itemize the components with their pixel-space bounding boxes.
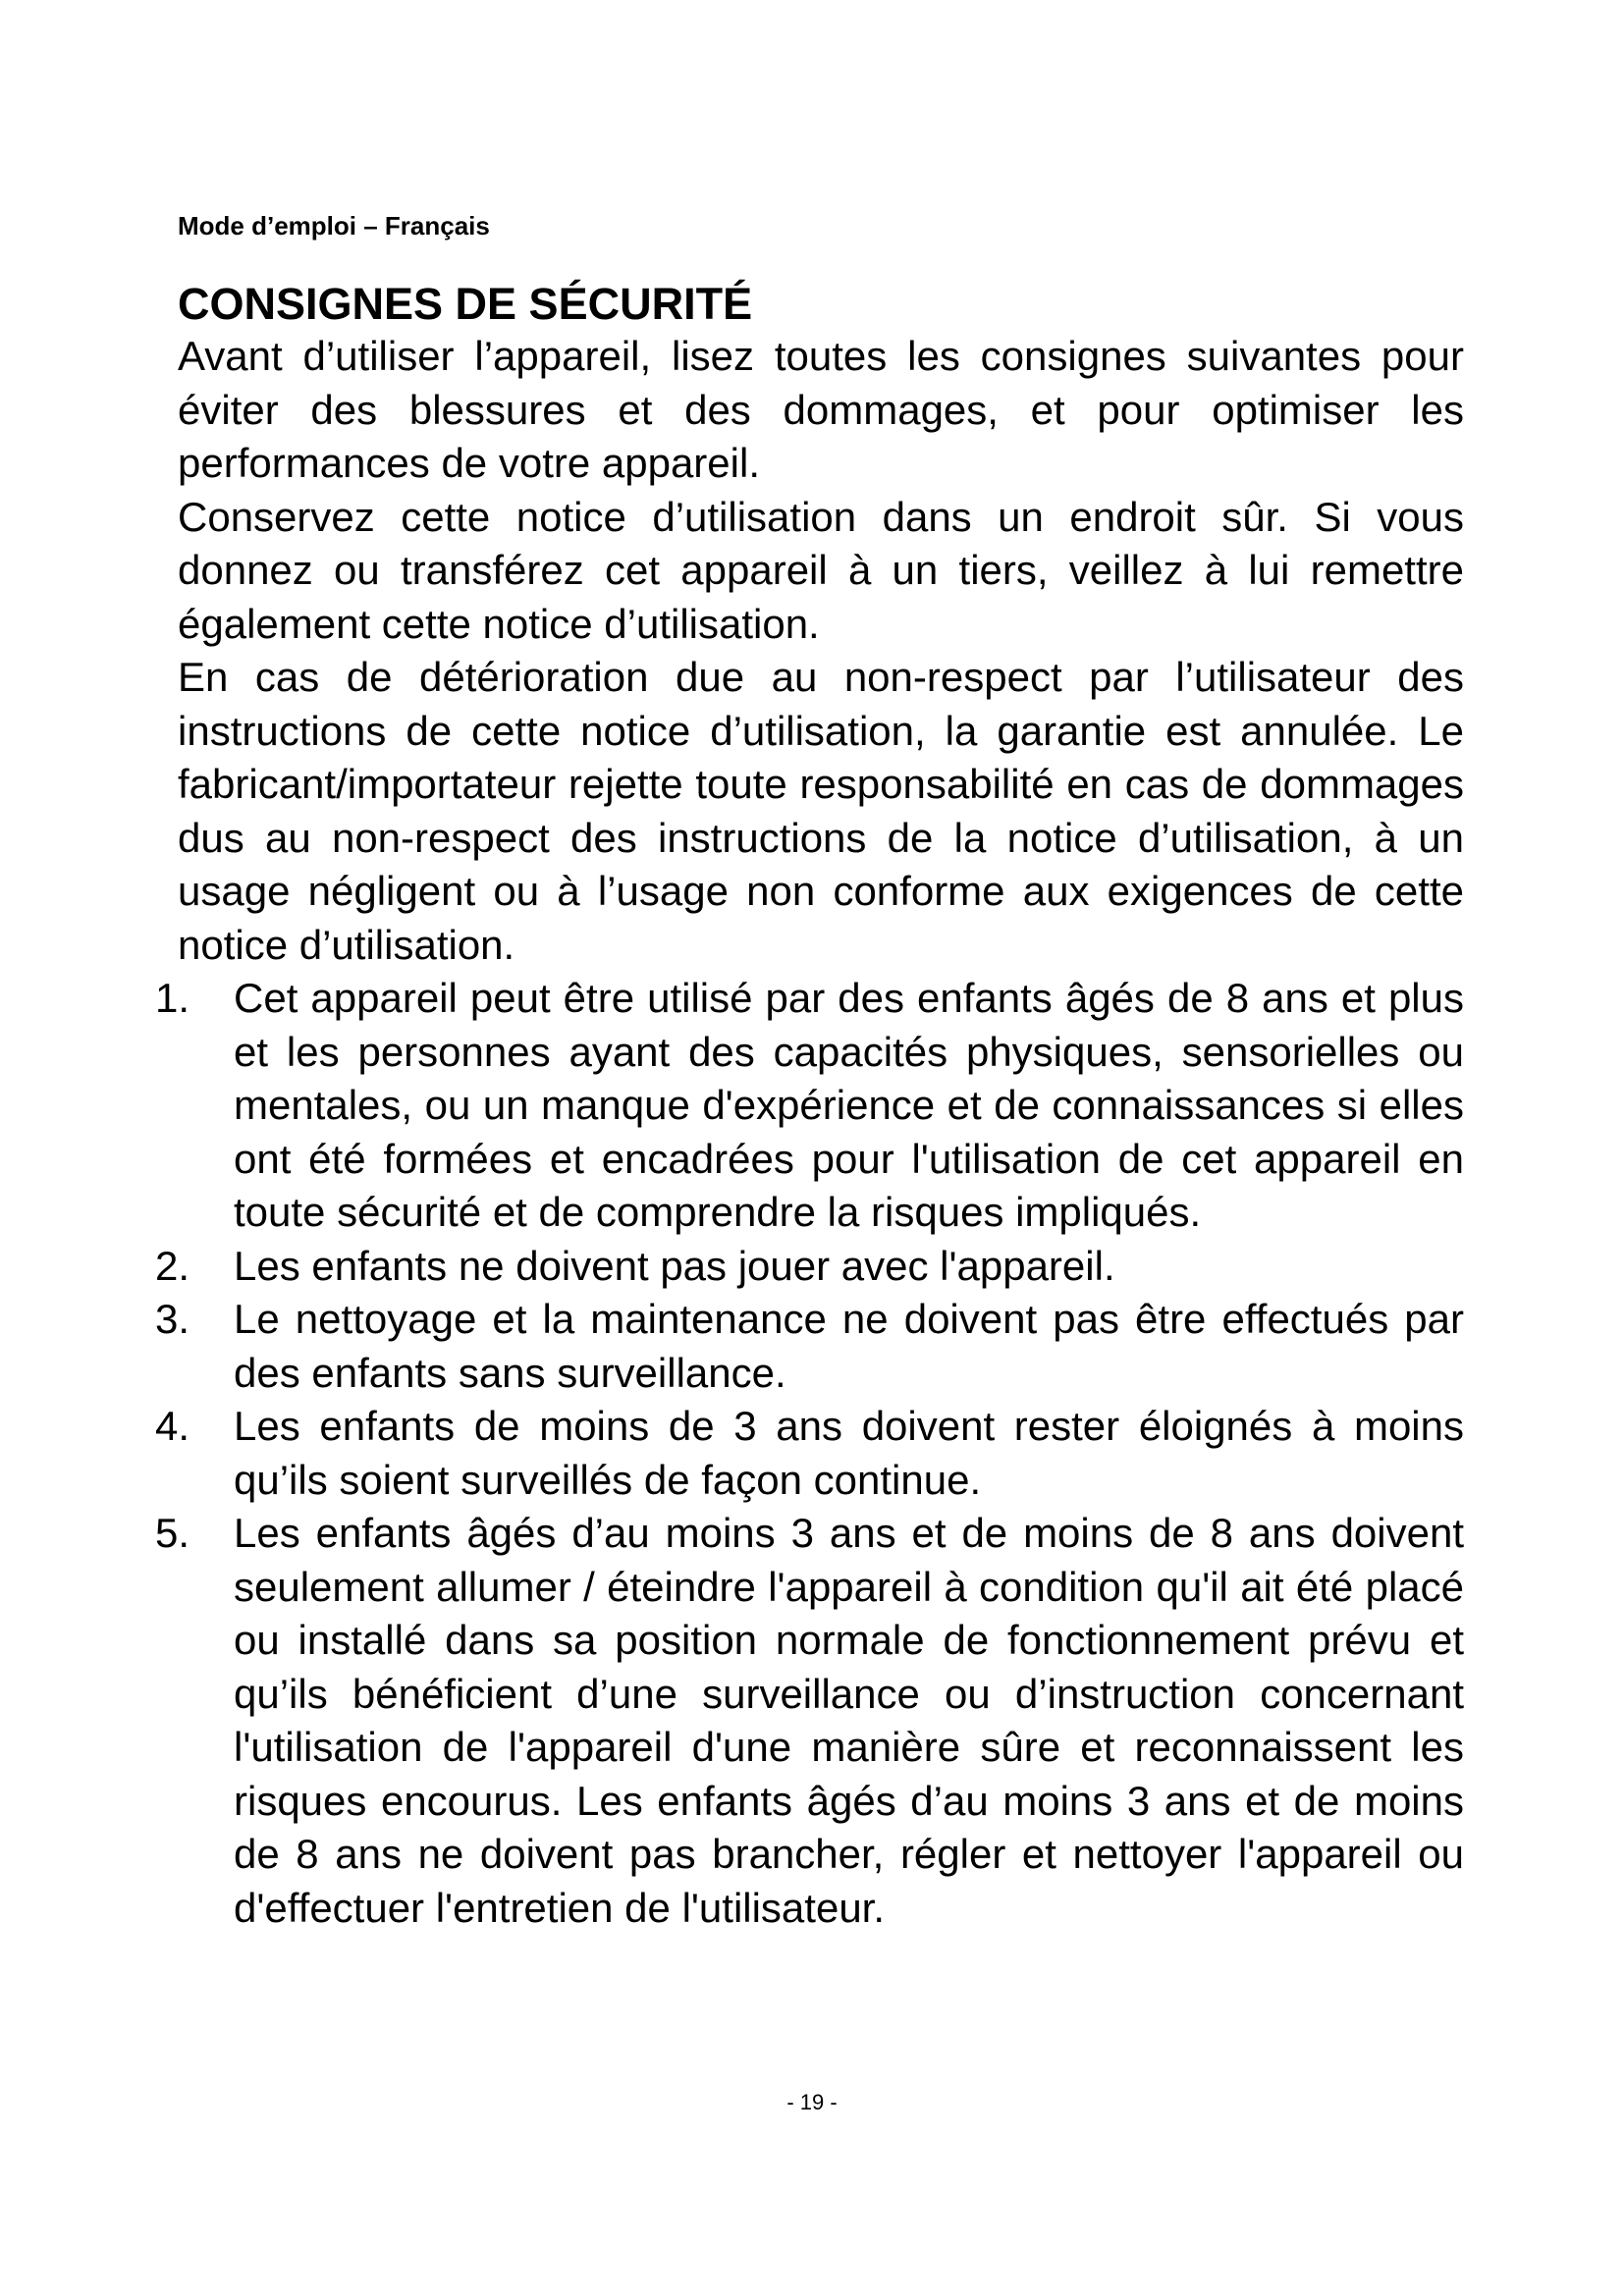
- list-item: [155, 972, 1464, 1240]
- list-item-text: Le nettoyage et la maintenance ne doivent pas être effectués par des enfants sans surveillance.: [234, 1296, 1464, 1396]
- list-item-number: 5.: [155, 1510, 190, 1556]
- safety-content: [155, 330, 1464, 1935]
- list-item: [155, 1240, 1464, 1294]
- list-item-number: 2.: [155, 1242, 190, 1289]
- list-item-number: 3.: [155, 1296, 190, 1342]
- list-item-text: Cet appareil peut être utilisé par des enfants âgés de 8 ans et plus et les personnes ayant des capacités physiques, sensorielles ou mentales, ou un manque d'expérience et de connaissances si elles ont été formées et encadrées pour l'utilisation de cet appareil en toute sécurité et de comprendre la risques impliqués.: [234, 975, 1464, 1235]
- safety-list: [155, 972, 1464, 1935]
- list-item-text: Les enfants ne doivent pas jouer avec l'appareil.: [234, 1242, 1115, 1289]
- intro-paragraph: En cas de détérioration due au non-respect par l’utilisateur des instructions de cette notice d’utilisation, la garantie est annulée. Le fabricant/importateur rejette toute responsabilité en cas de dommages dus au non-respect des instructions de la notice d’utilisation, à un usage négligent ou à l’usage non conforme aux exigences de cette notice d’utilisation.: [178, 654, 1464, 968]
- section-title: CONSIGNES DE SÉCURITÉ: [178, 279, 753, 329]
- intro-paragraph: Conservez cette notice d’utilisation dans un endroit sûr. Si vous donnez ou transférez cet appareil à un tiers, veillez à lui remettre également cette notice d’utilisation.: [178, 493, 1464, 647]
- intro-paragraph: Avant d’utiliser l’appareil, lisez toutes les consignes suivantes pour éviter des blessures et des dommages, et pour optimiser les performances de votre appareil.: [178, 333, 1464, 486]
- list-item: [155, 1400, 1464, 1507]
- list-item-text: Les enfants de moins de 3 ans doivent rester éloignés à moins qu’ils soient surveillés de façon continue.: [234, 1403, 1464, 1503]
- list-item: [155, 1293, 1464, 1400]
- list-item-number: 4.: [155, 1403, 190, 1449]
- list-item-number: 1.: [155, 975, 190, 1021]
- page-header: Mode d’emploi – Français: [178, 211, 490, 240]
- list-item-text: Les enfants âgés d’au moins 3 ans et de moins de 8 ans doivent seulement allumer / éteindre l'appareil à condition qu'il ait été placé ou installé dans sa position normale de fonctionnement prévu et qu’ils bénéficient d’une surveillance ou d’instruction concernant l'utilisation de l'appareil d'une manière sûre et reconnaissent les risques encourus. Les enfants âgés d’au moins 3 ans et de moins de 8 ans ne doivent pas brancher, régler et nettoyer l'appareil ou d'effectuer l'entretien de l'utilisateur.: [234, 1510, 1464, 1931]
- page-number: - 19 -: [786, 2090, 838, 2114]
- list-item: [155, 1507, 1464, 1935]
